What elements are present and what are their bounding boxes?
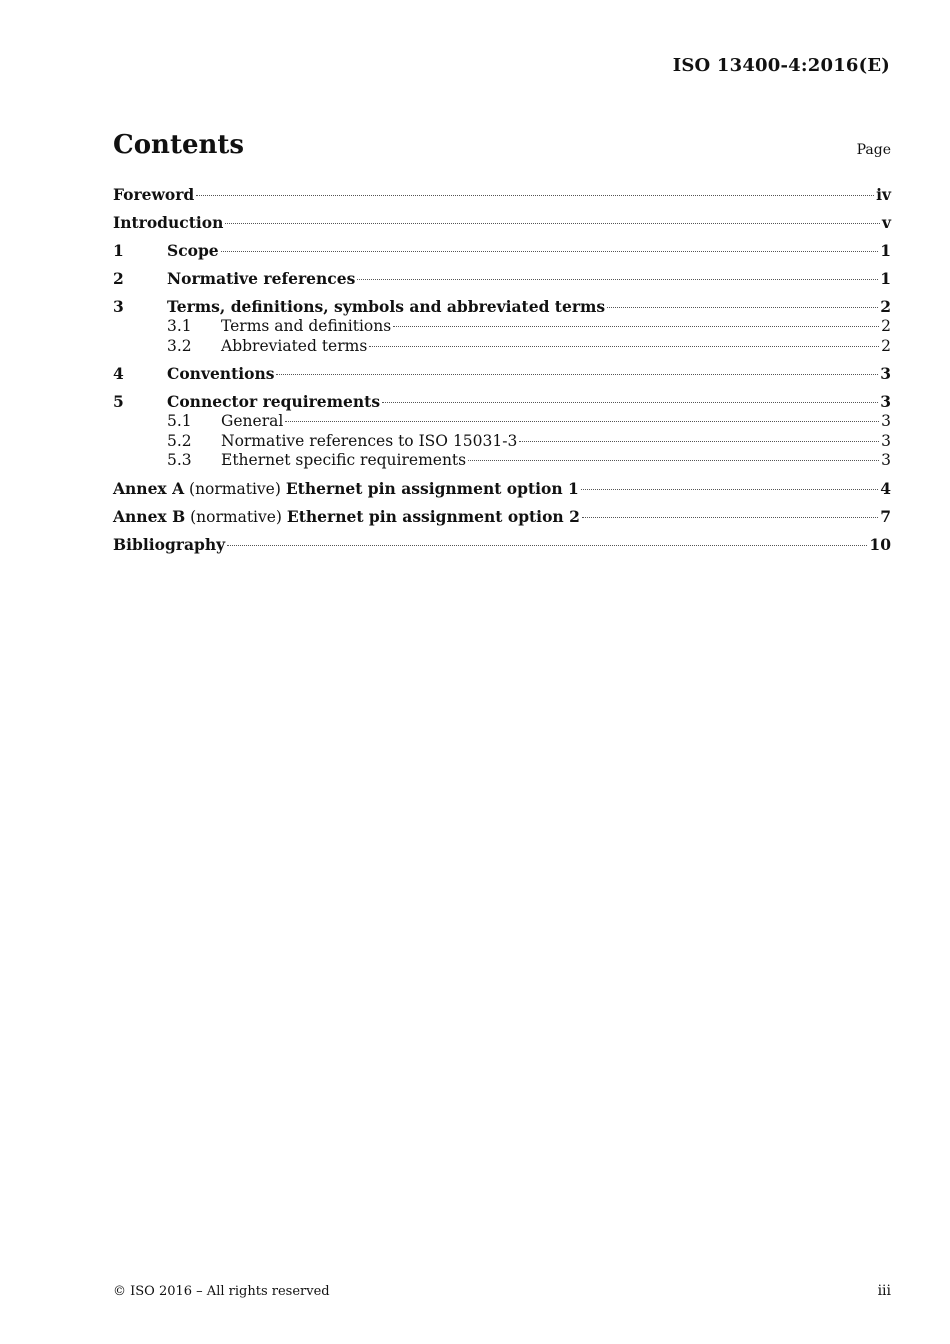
toc-entry-annex-a[interactable] — [113, 479, 891, 499]
dot-leader — [221, 251, 879, 252]
toc-entry-number: 5 — [113, 392, 124, 411]
toc-entry-title: Ethernet specific requirements — [221, 451, 467, 469]
toc-entry-title: Normative references — [167, 269, 356, 288]
toc-entry-bibliography[interactable] — [113, 535, 891, 555]
toc-entry-page: 2 — [880, 297, 891, 316]
toc-entry-page: 7 — [880, 506, 891, 526]
dot-leader — [227, 545, 867, 546]
toc-entry-page: 3 — [880, 364, 891, 383]
toc-entry-title: Terms and definitions — [221, 317, 392, 335]
dot-leader — [582, 517, 878, 518]
toc-entry-page: 10 — [869, 534, 891, 554]
toc-entry-title: Terms, definitions, symbols and abbreviated terms — [167, 297, 606, 316]
toc-entry-foreword[interactable] — [113, 185, 891, 205]
toc-entry-introduction[interactable] — [113, 213, 891, 233]
dot-leader — [285, 421, 879, 422]
toc-entry-number: 5.1 — [167, 412, 192, 430]
toc-entry-number: 3.1 — [167, 317, 192, 335]
toc-entry-number: 2 — [113, 269, 124, 288]
toc-entry-number: 3 — [113, 297, 124, 316]
toc-entry-page: 2 — [881, 336, 891, 355]
toc-entry-title: General — [221, 412, 284, 430]
annex-type: (normative) — [190, 507, 282, 526]
dot-leader — [382, 402, 878, 403]
annex-title: Ethernet pin assignment option 2 — [286, 506, 580, 526]
toc-entry-title: Normative references to ISO 15031-3 — [221, 431, 518, 450]
dot-leader — [519, 441, 879, 442]
contents-header — [113, 130, 891, 170]
toc-entry-title — [113, 507, 580, 527]
dot-leader — [468, 460, 879, 461]
dot-leader — [276, 374, 878, 375]
page-column-label: Page — [856, 142, 891, 158]
toc-entry-page: iv — [876, 185, 891, 204]
toc-entry-title: Conventions — [167, 364, 275, 383]
toc-subentry-terms-and-definitions[interactable] — [113, 317, 891, 337]
toc-entry-normative-references[interactable] — [113, 269, 891, 289]
toc-entry-page: 3 — [880, 392, 891, 411]
document-id: ISO 13400-4:2016(E) — [672, 55, 890, 76]
toc-entry-number: 1 — [113, 241, 124, 260]
table-of-contents — [113, 185, 891, 555]
toc-entry-title: Foreword — [113, 185, 195, 204]
toc-subentry-general[interactable] — [113, 412, 891, 432]
toc-entry-page: v — [881, 213, 891, 232]
toc-subentry-normative-references-iso-15031-3[interactable] — [113, 432, 891, 452]
dot-leader — [369, 346, 879, 347]
copyright-notice: © ISO 2016 – All rights reserved — [113, 1284, 330, 1299]
toc-entry-title: Bibliography — [113, 534, 226, 554]
toc-entry-scope[interactable] — [113, 241, 891, 261]
toc-entry-page: 2 — [881, 317, 891, 335]
toc-entry-page: 3 — [881, 412, 891, 430]
toc-entry-page: 1 — [880, 269, 891, 288]
dot-leader — [225, 223, 880, 224]
toc-entry-annex-b[interactable] — [113, 507, 891, 527]
toc-entry-page: 3 — [881, 451, 891, 469]
toc-entry-title: Scope — [167, 241, 219, 260]
toc-entry-terms-definitions[interactable] — [113, 297, 891, 317]
annex-type: (normative) — [189, 479, 281, 498]
annex-label: Annex A — [113, 478, 185, 498]
toc-entry-title: Connector requirements — [167, 392, 381, 411]
toc-entry-page: 3 — [881, 431, 891, 450]
dot-leader — [196, 195, 874, 196]
toc-entry-number: 3.2 — [167, 336, 192, 355]
dot-leader — [357, 279, 878, 280]
toc-entry-number: 5.3 — [167, 451, 192, 469]
page-number: iii — [877, 1283, 891, 1299]
toc-subentry-abbreviated-terms[interactable] — [113, 337, 891, 357]
toc-entry-connector-requirements[interactable] — [113, 392, 891, 412]
toc-entry-page: 4 — [880, 478, 891, 498]
dot-leader — [393, 326, 879, 327]
toc-entry-conventions[interactable] — [113, 364, 891, 384]
toc-entry-page: 1 — [880, 241, 891, 260]
toc-subentry-ethernet-specific-requirements[interactable] — [113, 451, 891, 471]
toc-entry-title — [113, 479, 579, 499]
toc-entry-title: Abbreviated terms — [221, 336, 368, 355]
toc-entry-title: Introduction — [113, 213, 224, 232]
toc-entry-number: 4 — [113, 364, 124, 383]
contents-title: Contents — [113, 130, 245, 160]
dot-leader — [607, 307, 878, 308]
toc-entry-number: 5.2 — [167, 431, 192, 450]
dot-leader — [581, 489, 878, 490]
annex-title: Ethernet pin assignment option 1 — [285, 478, 579, 498]
annex-label: Annex B — [113, 506, 186, 526]
